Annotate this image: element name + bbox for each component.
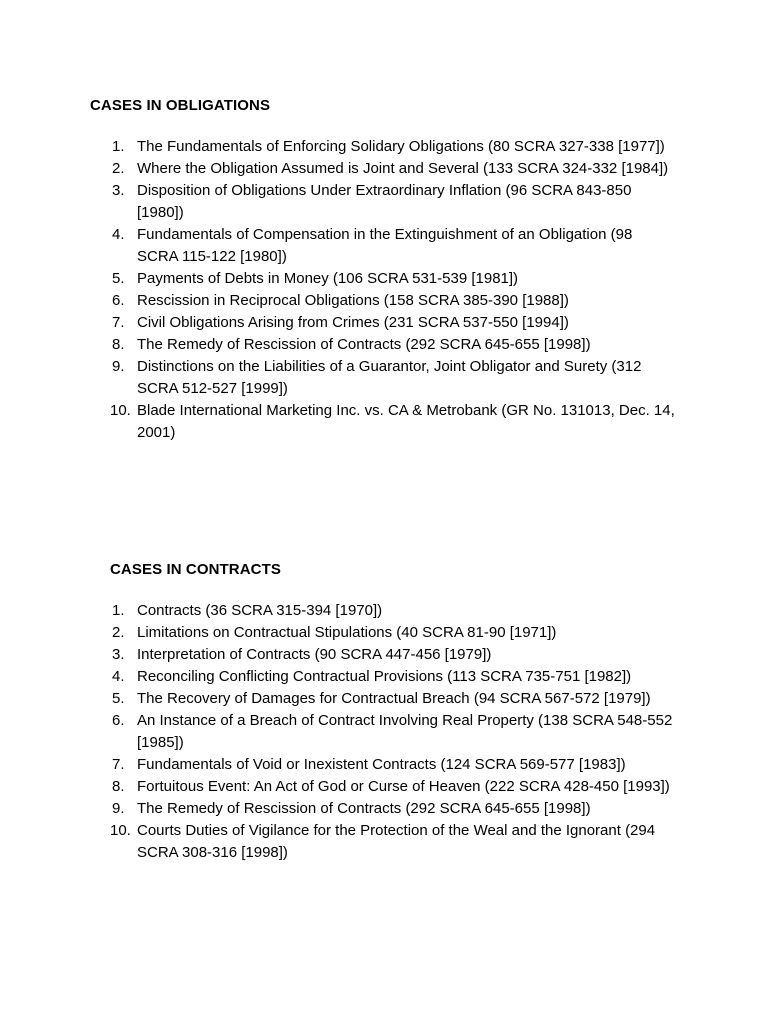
case-citation: Where the Obligation Assumed is Joint and Several (133 SCRA 324-332 [1984]) bbox=[137, 160, 669, 177]
case-citation: The Remedy of Rescission of Contracts (292 SCRA 645-655 [1998]) bbox=[137, 800, 591, 817]
list-number: 6. bbox=[112, 712, 125, 729]
case-citation: Distinctions on the Liabilities of a Guarantor, Joint Obligator and Surety (312 SCRA 512-527 [1999]) bbox=[137, 358, 642, 397]
case-citation: Fortuitous Event: An Act of God or Curse of Heaven (222 SCRA 428-450 [1993]) bbox=[137, 778, 670, 795]
case-citation: Fundamentals of Void or Inexistent Contracts (124 SCRA 569-577 [1983]) bbox=[137, 756, 626, 773]
case-citation: Civil Obligations Arising from Crimes (231 SCRA 537-550 [1994]) bbox=[137, 314, 569, 331]
list-item bbox=[90, 356, 677, 400]
list-number: 8. bbox=[112, 778, 125, 795]
contracts-section bbox=[90, 560, 690, 864]
list-item bbox=[90, 666, 677, 688]
list-item bbox=[90, 798, 677, 820]
case-citation: Disposition of Obligations Under Extraordinary Inflation (96 SCRA 843-850 [1980]) bbox=[137, 182, 632, 221]
list-number: 7. bbox=[112, 756, 125, 773]
list-item bbox=[90, 312, 677, 334]
list-number: 4. bbox=[112, 226, 125, 243]
list-number: 5. bbox=[112, 690, 125, 707]
list-item bbox=[90, 710, 677, 754]
list-item bbox=[90, 644, 677, 666]
case-citation: Limitations on Contractual Stipulations (40 SCRA 81-90 [1971]) bbox=[137, 624, 557, 641]
list-number: 3. bbox=[112, 182, 125, 199]
obligations-heading: CASES IN OBLIGATIONS bbox=[90, 97, 271, 114]
case-citation: Contracts (36 SCRA 315-394 [1970]) bbox=[137, 602, 383, 619]
list-number: 9. bbox=[112, 800, 125, 817]
list-item bbox=[90, 400, 677, 444]
list-number: 3. bbox=[112, 646, 125, 663]
list-number: 10. bbox=[110, 822, 131, 839]
list-number: 7. bbox=[112, 314, 125, 331]
list-number: 9. bbox=[112, 358, 125, 375]
list-number: 10. bbox=[110, 402, 131, 419]
case-citation: Blade International Marketing Inc. vs. CA & Metrobank (GR No. 131013, Dec. 14, 2001) bbox=[137, 402, 675, 441]
list-number: 5. bbox=[112, 270, 125, 287]
contracts-heading: CASES IN CONTRACTS bbox=[110, 561, 281, 578]
case-citation: Rescission in Reciprocal Obligations (158 SCRA 385-390 [1988]) bbox=[137, 292, 569, 309]
list-item bbox=[90, 268, 677, 290]
list-item bbox=[90, 754, 677, 776]
list-number: 6. bbox=[112, 292, 125, 309]
list-number: 1. bbox=[112, 602, 125, 619]
list-item bbox=[90, 290, 677, 312]
list-number: 2. bbox=[112, 160, 125, 177]
list-item bbox=[90, 776, 677, 798]
case-citation: Courts Duties of Vigilance for the Protection of the Weal and the Ignorant (294 SCRA 308-316 [1998]) bbox=[137, 822, 656, 861]
list-number: 2. bbox=[112, 624, 125, 641]
case-citation: The Fundamentals of Enforcing Solidary Obligations (80 SCRA 327-338 [1977]) bbox=[137, 138, 665, 155]
case-citation: Fundamentals of Compensation in the Extinguishment of an Obligation (98 SCRA 115-122 [1980]) bbox=[137, 226, 633, 265]
obligations-section bbox=[90, 96, 690, 444]
list-item bbox=[90, 158, 677, 180]
contracts-case-list bbox=[90, 600, 690, 864]
list-item bbox=[90, 180, 677, 224]
list-item bbox=[90, 136, 677, 158]
list-item bbox=[90, 334, 677, 356]
list-number: 1. bbox=[112, 138, 125, 155]
case-citation: The Remedy of Rescission of Contracts (292 SCRA 645-655 [1998]) bbox=[137, 336, 591, 353]
case-citation: Payments of Debts in Money (106 SCRA 531-539 [1981]) bbox=[137, 270, 519, 287]
list-item bbox=[90, 820, 677, 864]
list-item bbox=[90, 688, 677, 710]
case-citation: An Instance of a Breach of Contract Involving Real Property (138 SCRA 548-552 [1985]) bbox=[137, 712, 673, 751]
list-item bbox=[90, 224, 677, 268]
list-item bbox=[90, 622, 677, 644]
list-item bbox=[90, 600, 677, 622]
case-citation: Interpretation of Contracts (90 SCRA 447-456 [1979]) bbox=[137, 646, 492, 663]
obligations-case-list bbox=[90, 136, 690, 444]
case-citation: The Recovery of Damages for Contractual Breach (94 SCRA 567-572 [1979]) bbox=[137, 690, 651, 707]
list-number: 8. bbox=[112, 336, 125, 353]
list-number: 4. bbox=[112, 668, 125, 685]
case-citation: Reconciling Conflicting Contractual Provisions (113 SCRA 735-751 [1982]) bbox=[137, 668, 632, 685]
